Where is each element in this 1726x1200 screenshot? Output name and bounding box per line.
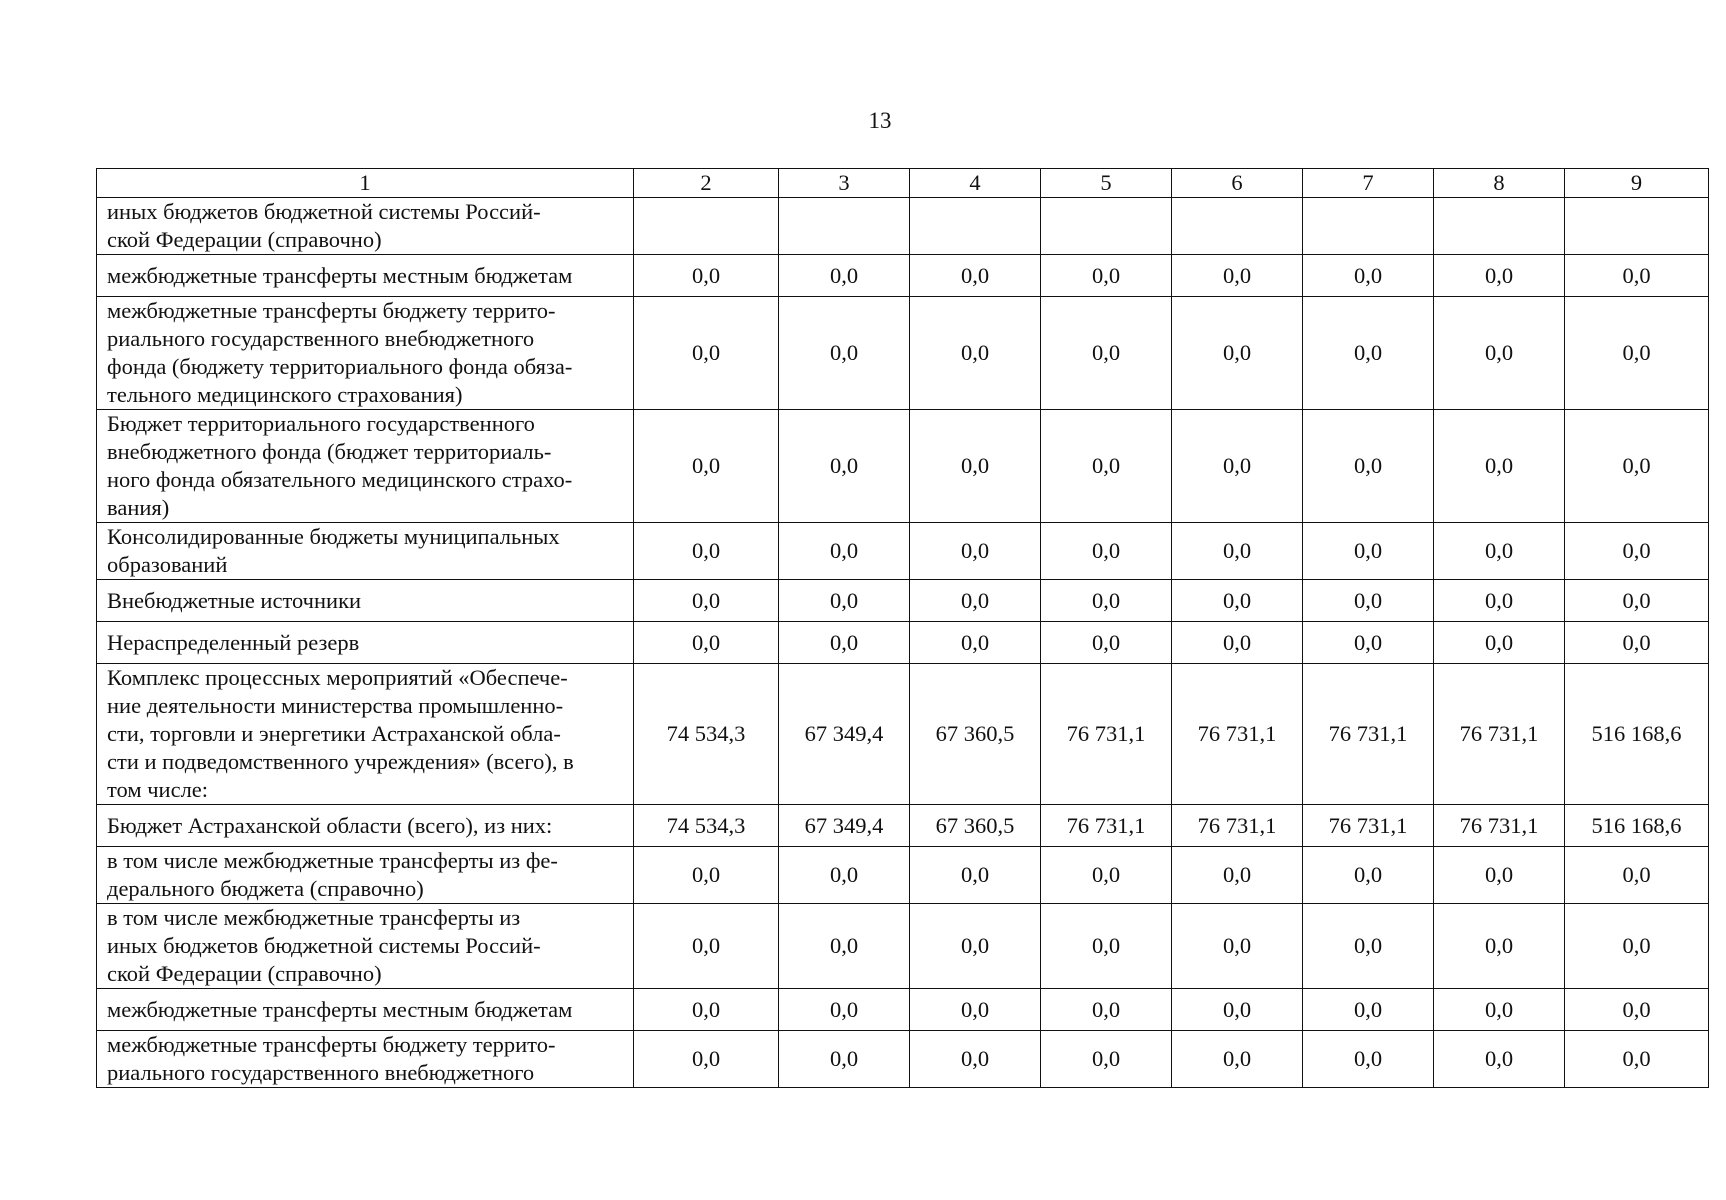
value-cell: 0,0 [910, 580, 1041, 622]
value-cell: 0,0 [1565, 622, 1709, 664]
value-cell: 76 731,1 [1434, 664, 1565, 805]
table-row [97, 255, 1709, 297]
value-cell: 0,0 [1303, 847, 1434, 904]
value-cell: 0,0 [910, 255, 1041, 297]
value-cell: 76 731,1 [1303, 805, 1434, 847]
row-label: Комплекс процессных мероприятий «Обеспече- ние деятельности министерства промышленно- сти, торговли и энергетики Астраханской обла- сти и подведомственного учреждения» (всего), в том числе: [97, 664, 634, 805]
table-row [97, 664, 1709, 805]
value-cell: 0,0 [1303, 523, 1434, 580]
value-cell: 0,0 [1041, 580, 1172, 622]
value-cell: 0,0 [779, 989, 910, 1031]
value-cell: 0,0 [910, 297, 1041, 410]
value-cell [779, 198, 910, 255]
value-cell: 0,0 [910, 410, 1041, 523]
value-cell: 0,0 [1434, 255, 1565, 297]
value-cell: 0,0 [1172, 410, 1303, 523]
value-cell: 0,0 [634, 410, 779, 523]
value-cell: 76 731,1 [1303, 664, 1434, 805]
value-cell: 0,0 [1172, 255, 1303, 297]
table-row [97, 297, 1709, 410]
value-cell: 0,0 [779, 297, 910, 410]
column-header: 2 [634, 169, 779, 198]
value-cell: 0,0 [1041, 622, 1172, 664]
value-cell: 67 360,5 [910, 805, 1041, 847]
row-label: Нераспределенный резерв [97, 622, 634, 664]
table-row [97, 805, 1709, 847]
value-cell: 0,0 [1303, 622, 1434, 664]
value-cell: 0,0 [1172, 297, 1303, 410]
value-cell: 74 534,3 [634, 805, 779, 847]
value-cell: 0,0 [634, 255, 779, 297]
value-cell: 0,0 [1434, 989, 1565, 1031]
value-cell: 516 168,6 [1565, 664, 1709, 805]
value-cell: 0,0 [1172, 622, 1303, 664]
table-row [97, 622, 1709, 664]
value-cell: 0,0 [1041, 255, 1172, 297]
value-cell: 0,0 [634, 297, 779, 410]
value-cell: 0,0 [1565, 904, 1709, 989]
value-cell: 0,0 [1172, 989, 1303, 1031]
value-cell: 0,0 [1172, 1031, 1303, 1088]
budget-table [96, 168, 1709, 1088]
value-cell: 0,0 [1041, 1031, 1172, 1088]
value-cell: 76 731,1 [1172, 805, 1303, 847]
value-cell: 0,0 [779, 580, 910, 622]
column-header: 5 [1041, 169, 1172, 198]
value-cell: 0,0 [1565, 580, 1709, 622]
row-label: Бюджет территориального государственного внебюджетного фонда (бюджет территориаль- ного фонда обязательного медицинского страхо- вания) [97, 410, 634, 523]
value-cell: 0,0 [1565, 255, 1709, 297]
value-cell: 0,0 [1565, 989, 1709, 1031]
value-cell: 0,0 [1565, 523, 1709, 580]
value-cell: 0,0 [1172, 580, 1303, 622]
value-cell: 0,0 [910, 523, 1041, 580]
value-cell: 0,0 [910, 1031, 1041, 1088]
value-cell: 0,0 [1303, 989, 1434, 1031]
value-cell [634, 198, 779, 255]
row-label: Внебюджетные источники [97, 580, 634, 622]
value-cell: 0,0 [1303, 904, 1434, 989]
table-row [97, 847, 1709, 904]
value-cell: 0,0 [1434, 580, 1565, 622]
value-cell: 67 349,4 [779, 664, 910, 805]
value-cell [1434, 198, 1565, 255]
value-cell: 0,0 [779, 410, 910, 523]
column-header: 3 [779, 169, 910, 198]
value-cell: 0,0 [1565, 1031, 1709, 1088]
value-cell: 0,0 [1041, 410, 1172, 523]
value-cell: 0,0 [1434, 410, 1565, 523]
table-row [97, 904, 1709, 989]
column-header: 4 [910, 169, 1041, 198]
value-cell: 0,0 [779, 255, 910, 297]
value-cell: 0,0 [1172, 904, 1303, 989]
value-cell: 0,0 [1172, 523, 1303, 580]
value-cell: 0,0 [634, 580, 779, 622]
value-cell: 0,0 [1434, 1031, 1565, 1088]
value-cell: 0,0 [1434, 847, 1565, 904]
column-header: 8 [1434, 169, 1565, 198]
value-cell: 76 731,1 [1041, 664, 1172, 805]
row-label: в том числе межбюджетные трансферты из иных бюджетов бюджетной системы Россий- ской Федерации (справочно) [97, 904, 634, 989]
value-cell: 0,0 [1565, 410, 1709, 523]
value-cell: 0,0 [1303, 1031, 1434, 1088]
value-cell: 0,0 [779, 523, 910, 580]
row-label: в том числе межбюджетные трансферты из фе- дерального бюджета (справочно) [97, 847, 634, 904]
value-cell: 0,0 [1565, 297, 1709, 410]
value-cell [1303, 198, 1434, 255]
value-cell: 0,0 [910, 904, 1041, 989]
value-cell: 76 731,1 [1434, 805, 1565, 847]
value-cell: 0,0 [1303, 297, 1434, 410]
table-row [97, 410, 1709, 523]
column-header: 1 [97, 169, 634, 198]
table-row [97, 1031, 1709, 1088]
value-cell: 0,0 [779, 1031, 910, 1088]
table-row [97, 580, 1709, 622]
row-label: Бюджет Астраханской области (всего), из них: [97, 805, 634, 847]
value-cell: 0,0 [910, 622, 1041, 664]
value-cell: 0,0 [1434, 297, 1565, 410]
value-cell: 0,0 [1434, 523, 1565, 580]
value-cell: 0,0 [634, 989, 779, 1031]
row-label: межбюджетные трансферты местным бюджетам [97, 255, 634, 297]
row-label: межбюджетные трансферты бюджету террито- риального государственного внебюджетного фонда (бюджету территориального фонда обяза- тельного медицинского страхования) [97, 297, 634, 410]
value-cell: 0,0 [1172, 847, 1303, 904]
value-cell: 0,0 [910, 989, 1041, 1031]
value-cell: 516 168,6 [1565, 805, 1709, 847]
value-cell: 0,0 [779, 847, 910, 904]
value-cell: 0,0 [910, 847, 1041, 904]
value-cell: 0,0 [1434, 904, 1565, 989]
value-cell: 0,0 [1041, 989, 1172, 1031]
page-number: 13 [868, 108, 892, 133]
row-label: иных бюджетов бюджетной системы Россий- ской Федерации (справочно) [97, 198, 634, 255]
value-cell: 0,0 [634, 622, 779, 664]
value-cell: 0,0 [634, 904, 779, 989]
row-label: межбюджетные трансферты местным бюджетам [97, 989, 634, 1031]
value-cell: 76 731,1 [1172, 664, 1303, 805]
value-cell: 67 360,5 [910, 664, 1041, 805]
value-cell [1172, 198, 1303, 255]
value-cell: 0,0 [1041, 904, 1172, 989]
value-cell: 0,0 [634, 523, 779, 580]
value-cell: 0,0 [634, 847, 779, 904]
value-cell: 76 731,1 [1041, 805, 1172, 847]
value-cell: 0,0 [634, 1031, 779, 1088]
column-header: 7 [1303, 169, 1434, 198]
value-cell: 0,0 [779, 622, 910, 664]
value-cell: 74 534,3 [634, 664, 779, 805]
value-cell: 0,0 [1303, 410, 1434, 523]
table-row [97, 198, 1709, 255]
table-row [97, 989, 1709, 1031]
value-cell: 0,0 [1565, 847, 1709, 904]
column-header: 9 [1565, 169, 1709, 198]
value-cell [1565, 198, 1709, 255]
value-cell: 67 349,4 [779, 805, 910, 847]
value-cell: 0,0 [1434, 622, 1565, 664]
row-label: Консолидированные бюджеты муниципальных образований [97, 523, 634, 580]
column-header: 6 [1172, 169, 1303, 198]
value-cell: 0,0 [779, 904, 910, 989]
value-cell: 0,0 [1041, 847, 1172, 904]
value-cell: 0,0 [1041, 523, 1172, 580]
value-cell: 0,0 [1041, 297, 1172, 410]
header-row [97, 169, 1709, 198]
row-label: межбюджетные трансферты бюджету террито- риального государственного внебюджетного [97, 1031, 634, 1088]
value-cell: 0,0 [1303, 255, 1434, 297]
value-cell [1041, 198, 1172, 255]
value-cell [910, 198, 1041, 255]
value-cell: 0,0 [1303, 580, 1434, 622]
table-row [97, 523, 1709, 580]
